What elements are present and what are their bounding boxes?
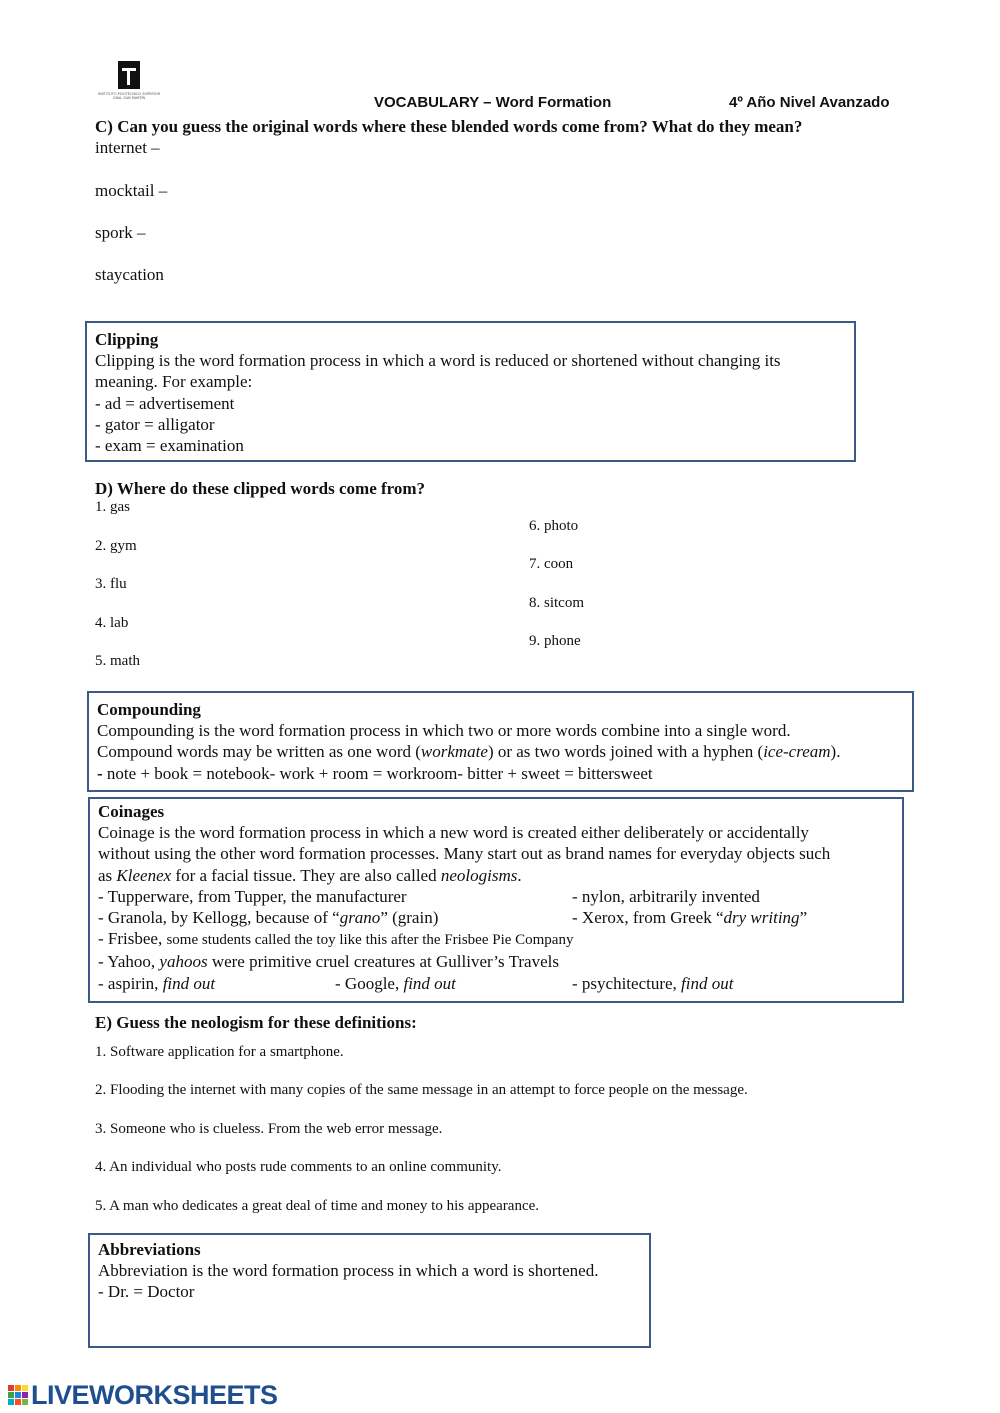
coinage-example: - Google, find out	[335, 973, 456, 993]
coinage-example: - Xerox, from Greek “dry writing”	[572, 908, 808, 927]
clipped-word: 4. lab	[95, 615, 129, 631]
liveworksheets-brand: LIVEWORKSHEETS	[31, 1379, 278, 1410]
compounding-box	[87, 691, 914, 792]
blend-item: spork –	[95, 223, 146, 242]
clipping-line: - gator = alligator	[95, 414, 215, 434]
clipping-box	[85, 321, 856, 462]
coinages-box	[88, 797, 904, 1003]
logo-square	[15, 1399, 21, 1405]
logo-caption: INSTITUTO POLITÉCNICO SUPERIOR GRAL SAN MARTÍN	[97, 92, 161, 100]
blend-item: internet –	[95, 138, 160, 157]
logo-square	[15, 1392, 21, 1398]
section-d-question: D) Where do these clipped words come from?	[95, 479, 426, 498]
blend-item: mocktail –	[95, 181, 168, 200]
coinage-example: - Granola, by Kellogg, because of “grano” (grain)	[98, 908, 439, 927]
clipping-line: meaning. For example:	[95, 372, 253, 392]
blend-item: staycation	[95, 265, 164, 284]
section-c-question: C) Can you guess the original words where these blended words come from? What do they mean?	[95, 117, 803, 136]
clipping-line: - ad = advertisement	[95, 393, 235, 413]
coinages-title: Coinages	[98, 802, 165, 821]
logo-square	[8, 1385, 14, 1391]
section-e-question: E) Guess the neologism for these definitions:	[95, 1013, 417, 1032]
compounding-title: Compounding	[97, 700, 201, 719]
coinage-example: - Frisbee, some students called the toy like this after the Frisbee Pie Company	[98, 929, 574, 949]
liveworksheets-logo	[8, 1379, 278, 1411]
coinage-example: - aspirin, find out	[98, 973, 216, 993]
compounding-line: Compound words may be written as one word (workmate) or as two words joined with a hyphen (ice-cream).	[97, 742, 841, 762]
clipped-word: 9. phone	[529, 633, 581, 649]
institute-logo-icon	[118, 61, 140, 89]
clipping-title: Clipping	[95, 330, 159, 349]
compounding-line: - note + book = notebook- work + room = workroom- bitter + sweet = bittersweet	[97, 763, 653, 783]
coinage-example: - nylon, arbitrarily invented	[572, 886, 760, 906]
logo-square	[22, 1399, 28, 1405]
coinage-example: - Tupperware, from Tupper, the manufacturer	[98, 886, 407, 906]
worksheet-title: VOCABULARY – Word Formation	[374, 94, 612, 111]
logo-square	[8, 1399, 14, 1405]
abbreviations-title: Abbreviations	[98, 1240, 201, 1259]
coinage-example: - psychitecture, find out	[572, 973, 734, 993]
clipped-word: 8. sitcom	[529, 595, 584, 611]
coinages-line: as Kleenex for a facial tissue. They are also called neologisms.	[98, 865, 522, 885]
coinages-line: without using the other word formation processes. Many start out as brand names for everyday objects such	[98, 844, 831, 864]
coinage-example: - Yahoo, yahoos were primitive cruel creatures at Gulliver’s Travels	[98, 952, 559, 972]
clipped-word: 3. flu	[95, 576, 127, 592]
abbreviations-line: Abbreviation is the word formation process in which a word is shortened.	[98, 1261, 599, 1281]
logo-square	[22, 1385, 28, 1391]
definition-item: 5. A man who dedicates a great deal of time and money to his appearance.	[95, 1198, 540, 1214]
compounding-line: Compounding is the word formation process in which two or more words combine into a single word.	[97, 721, 791, 741]
clipping-line: - exam = examination	[95, 436, 244, 456]
clipping-line: Clipping is the word formation process in which a word is reduced or shortened without changing its	[95, 351, 781, 371]
abbreviations-box	[88, 1233, 651, 1348]
clipped-word: 5. math	[95, 653, 140, 669]
clipped-word: 7. coon	[529, 556, 574, 572]
liveworksheets-grid-icon	[8, 1385, 28, 1405]
definition-item: 3. Someone who is clueless. From the web error message.	[95, 1121, 443, 1137]
clipped-word: 2. gym	[95, 538, 137, 554]
abbreviations-line: - Dr. = Doctor	[98, 1282, 195, 1302]
course-level: 4º Año Nivel Avanzado	[729, 94, 890, 111]
clipped-word: 1. gas	[95, 499, 130, 515]
clipped-word: 6. photo	[529, 518, 579, 534]
logo-square	[15, 1385, 21, 1391]
definition-item: 2. Flooding the internet with many copies of the same message in an attempt to force people on the message.	[95, 1082, 748, 1098]
definition-item: 4. An individual who posts rude comments to an online community.	[95, 1159, 502, 1175]
coinages-line: Coinage is the word formation process in which a new word is created either deliberately or accidentally	[98, 823, 809, 843]
logo-square	[8, 1392, 14, 1398]
logo-square	[22, 1392, 28, 1398]
definition-item: 1. Software application for a smartphone.	[95, 1044, 344, 1060]
